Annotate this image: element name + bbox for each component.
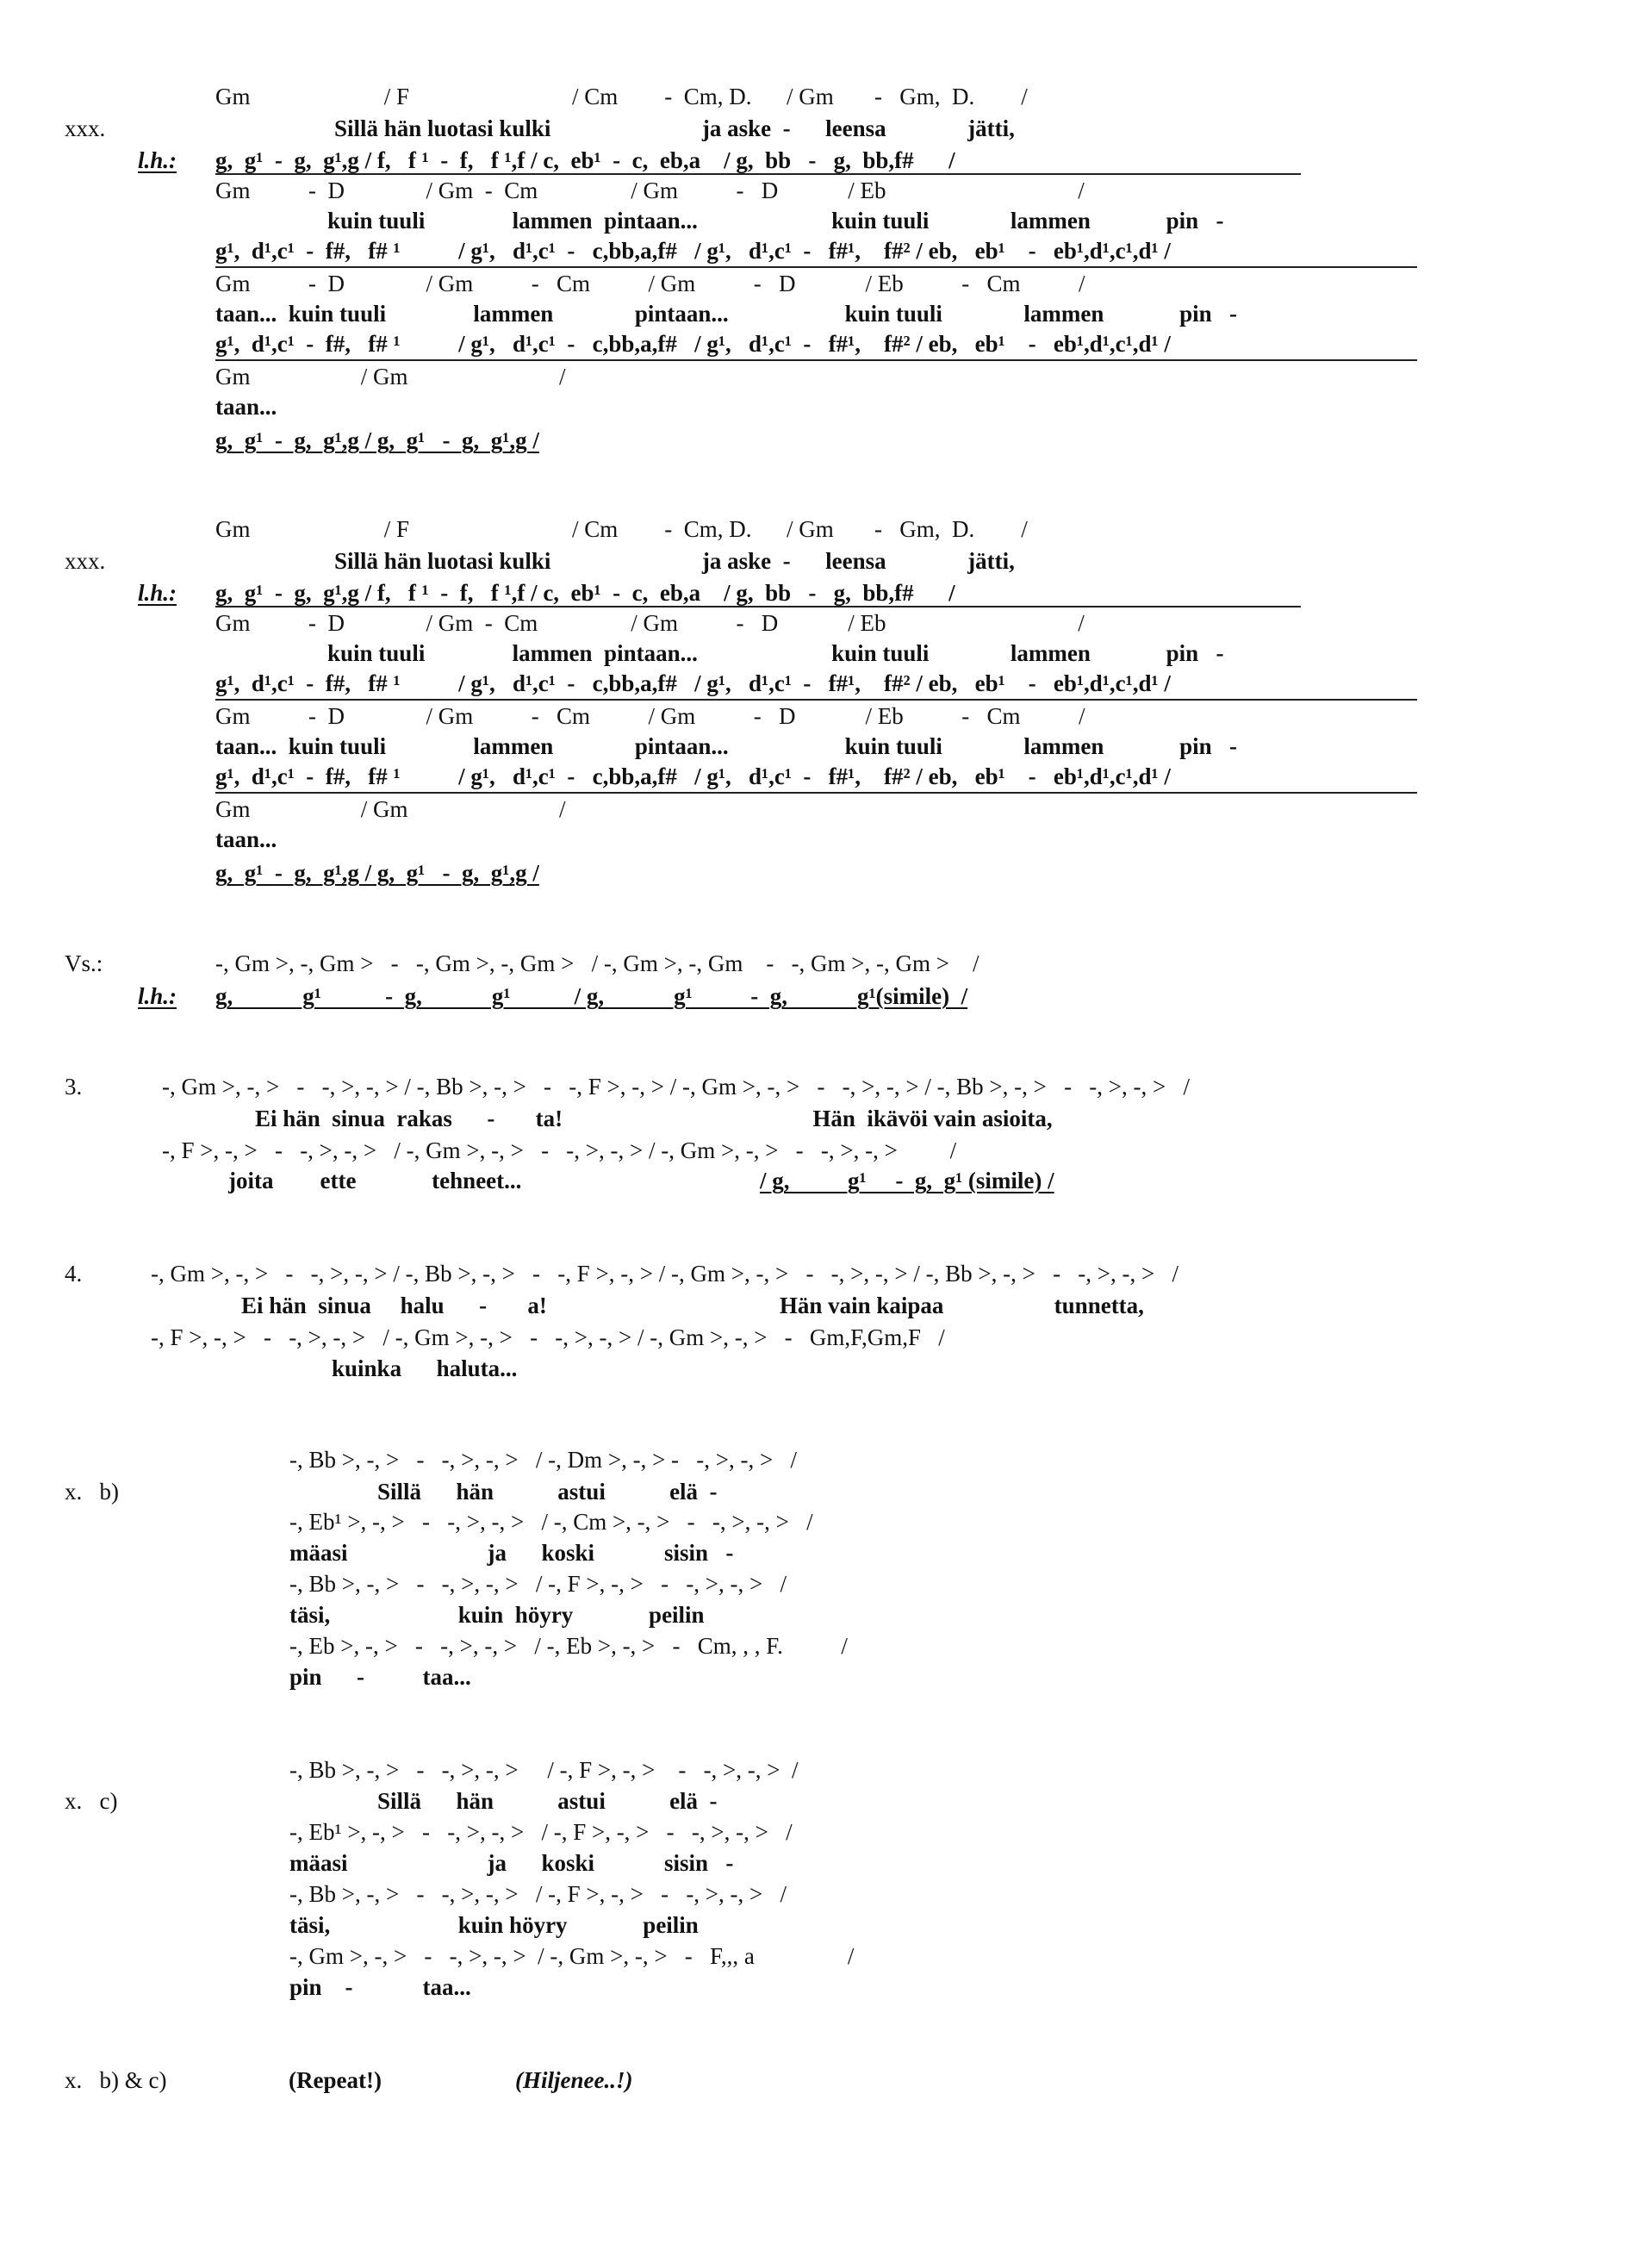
sec1-lyric-1: Sillä hän luotasi kulki ja aske - leensa jätti, <box>334 115 1015 141</box>
v4-chords-1: -, Gm >, -, > - -, >, -, > / -, Bb >, -, > - -, F >, -, > / -, Gm >, -, > - -, >, -, > / -, Bb >, -, > - -, >, -, > / <box>151 1261 1178 1287</box>
repeat-note: (Repeat!) <box>289 2067 382 2093</box>
label-lh-vs: l.h.: <box>138 983 177 1009</box>
sec1-chords-1: Gm / F / Cm - Cm, D. / Gm - Gm, D. / <box>215 84 1028 109</box>
xb-lyric-2: mäasi ja koski sisin - <box>289 1540 734 1566</box>
sec1-chords-3: Gm - D / Gm - Cm / Gm - D / Eb - Cm / <box>215 271 1085 296</box>
sec1-lh-4: g, g¹ - g, g¹,g / g, g¹ - g, g¹,g / <box>215 427 539 453</box>
xc-lyric-3: täsi, kuin höyry peilin <box>289 1912 699 1938</box>
v3-lh: / g, g¹ - g, g¹ (simile) / <box>760 1168 1054 1193</box>
xc-lyric-2: mäasi ja koski sisin - <box>289 1850 734 1876</box>
xb-lyric-4: pin - taa... <box>289 1664 471 1690</box>
xb-chords-1: -, Bb >, -, > - -, >, -, > / -, Dm >, -, > - -, >, -, > / <box>289 1447 797 1473</box>
hiljenee-note: (Hiljenee..!) <box>515 2067 633 2093</box>
sec2-lyric-2: kuin tuuli lammen pintaan... kuin tuuli lammen pin - <box>327 640 1224 666</box>
xc-lyric-4: pin - taa... <box>289 1974 471 2000</box>
label-verse-3: 3. <box>65 1074 83 1100</box>
divider <box>215 699 1417 701</box>
divider <box>215 792 1417 794</box>
sec1-lh-2: g¹, d¹,c¹ - f#, f# ¹ / g¹, d¹,c¹ - c,bb,a,f# / g¹, d¹,c¹ - f#¹, f#² / eb, eb¹ - eb¹,d¹,c¹,d¹ / <box>215 238 1171 264</box>
sec2-lyric-3: taan... kuin tuuli lammen pintaan... kuin tuuli lammen pin - <box>215 733 1237 759</box>
xc-chords-4: -, Gm >, -, > - -, >, -, > / -, Gm >, -, > - F,,, a / <box>289 1943 855 1969</box>
sec1-lyric-3: taan... kuin tuuli lammen pintaan... kuin tuuli lammen pin - <box>215 301 1237 327</box>
divider <box>215 266 1417 268</box>
label-lh-2: l.h.: <box>138 580 177 606</box>
vs-lh: g, g¹ - g, g¹ / g, g¹ - g, g¹(simile) / <box>215 983 968 1009</box>
divider <box>215 359 1417 361</box>
v3-lyric-2: joita ette tehneet... <box>228 1168 522 1193</box>
xb-chords-2: -, Eb¹ >, -, > - -, >, -, > / -, Cm >, -, > - -, >, -, > / <box>289 1509 813 1535</box>
sec1-lyric-4: taan... <box>215 394 277 420</box>
xc-chords-1: -, Bb >, -, > - -, >, -, > / -, F >, -, > - -, >, -, > / <box>289 1757 799 1783</box>
v4-lyric-1: Ei hän sinua halu - a! Hän vain kaipaa tunnetta, <box>241 1293 1144 1318</box>
label-x-bc: x. b) & c) <box>65 2067 167 2093</box>
sec1-chords-2: Gm - D / Gm - Cm / Gm - D / Eb / <box>215 178 1085 203</box>
sec2-chords-4: Gm / Gm / <box>215 796 566 822</box>
label-vs: Vs.: <box>65 950 103 976</box>
sec2-chords-3: Gm - D / Gm - Cm / Gm - D / Eb - Cm / <box>215 703 1085 729</box>
v3-lyric-1: Ei hän sinua rakas - ta! Hän ikävöi vain asioita, <box>255 1106 1053 1131</box>
sec2-lh-2: g¹, d¹,c¹ - f#, f# ¹ / g¹, d¹,c¹ - c,bb,a,f# / g¹, d¹,c¹ - f#¹, f#² / eb, eb¹ - eb¹,d¹,c¹,d¹ / <box>215 670 1171 696</box>
label-x-b: x. b) <box>65 1479 119 1505</box>
sec2-lh-1: g, g¹ - g, g¹,g / f, f ¹ - f, f ¹,f / c, eb¹ - c, eb,a / g, bb - g, bb,f# / <box>215 580 955 606</box>
xb-lyric-1: Sillä hän astui elä - <box>377 1479 718 1505</box>
divider <box>215 173 1301 175</box>
sec2-lh-4: g, g¹ - g, g¹,g / g, g¹ - g, g¹,g / <box>215 860 539 886</box>
xc-chords-2: -, Eb¹ >, -, > - -, >, -, > / -, F >, -, > - -, >, -, > / <box>289 1819 793 1845</box>
label-x-c: x. c) <box>65 1788 118 1814</box>
v4-lyric-2: kuinka haluta... <box>332 1355 518 1381</box>
sec2-lyric-4: taan... <box>215 826 277 852</box>
sec2-lh-3: g¹, d¹,c¹ - f#, f# ¹ / g¹, d¹,c¹ - c,bb,a,f# / g¹, d¹,c¹ - f#¹, f#² / eb, eb¹ - eb¹,d¹,c¹,d¹ / <box>215 763 1171 789</box>
sec1-lh-1: g, g¹ - g, g¹,g / f, f ¹ - f, f ¹,f / c, eb¹ - c, eb,a / g, bb - g, bb,f# / <box>215 147 955 173</box>
sec2-lyric-1: Sillä hän luotasi kulki ja aske - leensa jätti, <box>334 548 1015 574</box>
v3-chords-2: -, F >, -, > - -, >, -, > / -, Gm >, -, > - -, >, -, > / -, Gm >, -, > - -, >, -, > / <box>162 1137 957 1163</box>
sec2-chords-2: Gm - D / Gm - Cm / Gm - D / Eb / <box>215 610 1085 636</box>
divider <box>215 606 1301 608</box>
label-verse-4: 4. <box>65 1261 83 1287</box>
sec1-lh-3: g¹, d¹,c¹ - f#, f# ¹ / g¹, d¹,c¹ - c,bb,a,f# / g¹, d¹,c¹ - f#¹, f#² / eb, eb¹ - eb¹,d¹,c¹,d¹ / <box>215 331 1171 357</box>
xb-chords-4: -, Eb >, -, > - -, >, -, > / -, Eb >, -, > - Cm, , , F. / <box>289 1633 848 1659</box>
label-xxx-2: xxx. <box>65 548 106 574</box>
label-xxx-1: xxx. <box>65 115 106 141</box>
xb-lyric-3: täsi, kuin höyry peilin <box>289 1602 705 1628</box>
sec2-chords-1: Gm / F / Cm - Cm, D. / Gm - Gm, D. / <box>215 516 1028 542</box>
vs-chords: -, Gm >, -, Gm > - -, Gm >, -, Gm > / -, Gm >, -, Gm - -, Gm >, -, Gm > / <box>215 950 979 976</box>
v3-chords-1: -, Gm >, -, > - -, >, -, > / -, Bb >, -, > - -, F >, -, > / -, Gm >, -, > - -, >, -, > / -, Bb >, -, > - -, >, -, > / <box>162 1074 1190 1100</box>
label-lh-1: l.h.: <box>138 147 177 173</box>
sec1-chords-4: Gm / Gm / <box>215 364 566 389</box>
xc-chords-3: -, Bb >, -, > - -, >, -, > / -, F >, -, > - -, >, -, > / <box>289 1881 787 1907</box>
sec1-lyric-2: kuin tuuli lammen pintaan... kuin tuuli lammen pin - <box>327 208 1224 234</box>
xb-chords-3: -, Bb >, -, > - -, >, -, > / -, F >, -, > - -, >, -, > / <box>289 1571 787 1597</box>
xc-lyric-1: Sillä hän astui elä - <box>377 1788 718 1814</box>
v4-chords-2: -, F >, -, > - -, >, -, > / -, Gm >, -, > - -, >, -, > / -, Gm >, -, > - Gm,F,Gm,F / <box>151 1324 945 1350</box>
